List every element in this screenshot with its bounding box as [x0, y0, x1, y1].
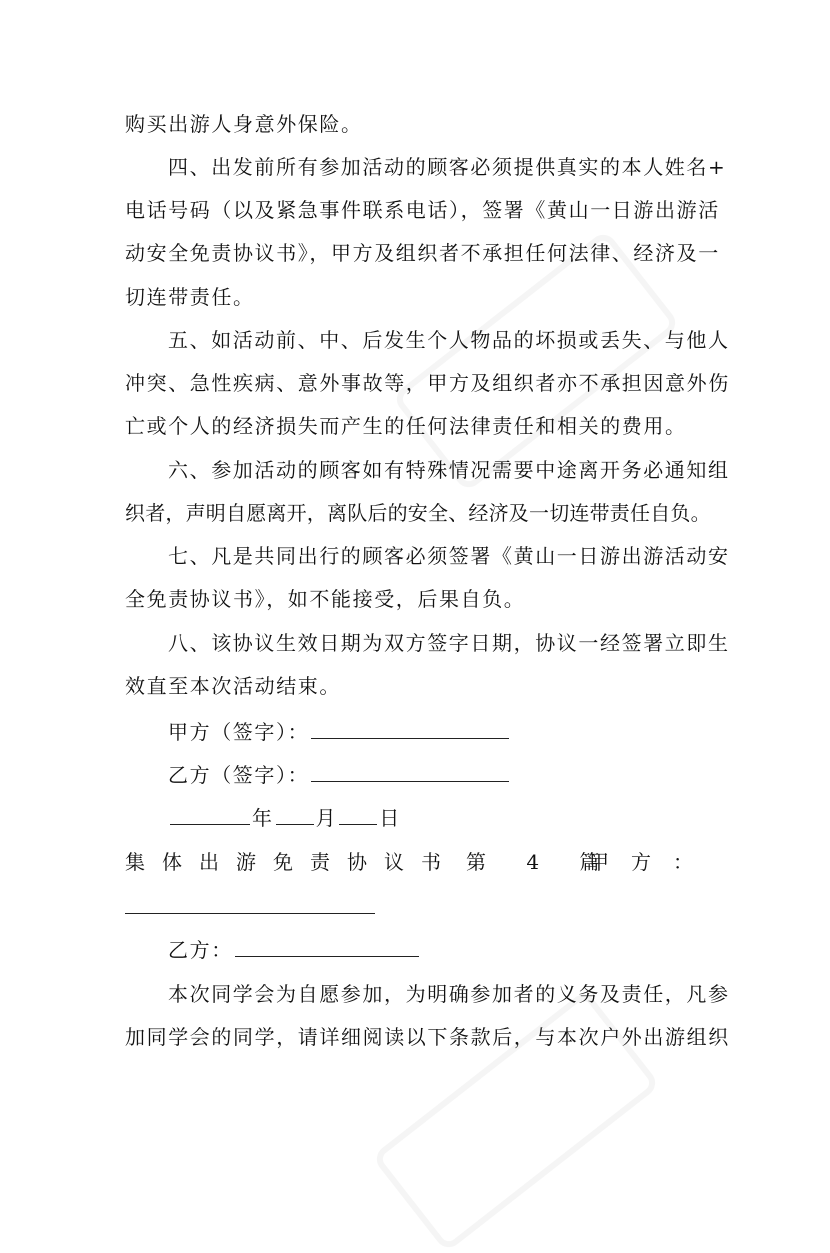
- paragraph-line: 本次同学会为自愿参加，为明确参加者的义务及责任，凡参: [168, 982, 730, 1006]
- signature-blank[interactable]: [311, 720, 509, 739]
- section-part: 第 4 篇: [466, 850, 617, 874]
- month-blank[interactable]: [276, 806, 314, 825]
- paragraph-line: 七、凡是共同出行的顾客必须签署《黄山一日游出游活动安: [168, 544, 730, 568]
- month-label: 月: [315, 806, 338, 830]
- signature-line-party-a: [168, 718, 715, 746]
- paragraph-line: 电话号码（以及紧急事件联系电话），签署《黄山一日游出游活: [125, 198, 720, 222]
- party-a-blank-line: [125, 893, 715, 921]
- paragraph-line: 四、出发前所有参加活动的顾客必须提供真实的本人姓名+: [168, 155, 727, 179]
- year-label: 年: [252, 806, 274, 830]
- signature-blank[interactable]: [311, 763, 509, 782]
- year-blank[interactable]: [170, 806, 250, 825]
- paragraph-line: 购买出游人身意外保险。: [125, 112, 363, 136]
- party-a-label: 甲方：: [589, 850, 715, 874]
- paragraph-line: 五、如活动前、中、后发生个人物品的坏损或丢失、与他人: [168, 328, 730, 352]
- paragraph-line: 亡或个人的经济损失而产生的任何法律责任和相关的费用。: [125, 414, 687, 438]
- party-a-blank[interactable]: [125, 895, 375, 914]
- paragraph-line: 加同学会的同学，请详细阅读以下条款后，与本次户外出游组织: [125, 1025, 730, 1049]
- signature-line-party-b: [168, 761, 715, 789]
- paragraph-line: 全免责协议书》，如不能接受，后果自负。: [125, 587, 526, 611]
- paragraph-line: 八、该协议生效日期为双方签字日期，协议一经签署立即生: [168, 631, 730, 655]
- signature-label: 乙方（签字）：: [168, 763, 310, 787]
- date-line: [168, 804, 715, 832]
- paragraph-line: 织者，声明自愿离开，离队后的安全、经济及一切连带责任自负。: [125, 501, 711, 525]
- paragraph-line: 切连带责任。: [125, 285, 255, 309]
- paragraph-line: 冲突、急性疾病、意外事故等，甲方及组织者亦不承担因意外伤: [125, 371, 730, 395]
- party-b-line: [168, 936, 715, 964]
- watermark-shape: [391, 229, 680, 493]
- party-b-blank[interactable]: [235, 938, 419, 957]
- paragraph-line: 动安全免责协议书》，甲方及组织者不承担任何法律、经济及一: [125, 241, 720, 265]
- section-heading: [125, 848, 715, 876]
- paragraph-line: 效直至本次活动结束。: [125, 674, 341, 698]
- day-blank[interactable]: [339, 806, 377, 825]
- section-title: 集体出游免责协议书: [125, 850, 458, 874]
- day-label: 日: [379, 806, 401, 830]
- signature-label: 甲方（签字）：: [168, 720, 310, 744]
- party-b-label: 乙方：: [168, 938, 233, 962]
- paragraph-line: 六、参加活动的顾客如有特殊情况需要中途离开务必通知组: [168, 458, 730, 482]
